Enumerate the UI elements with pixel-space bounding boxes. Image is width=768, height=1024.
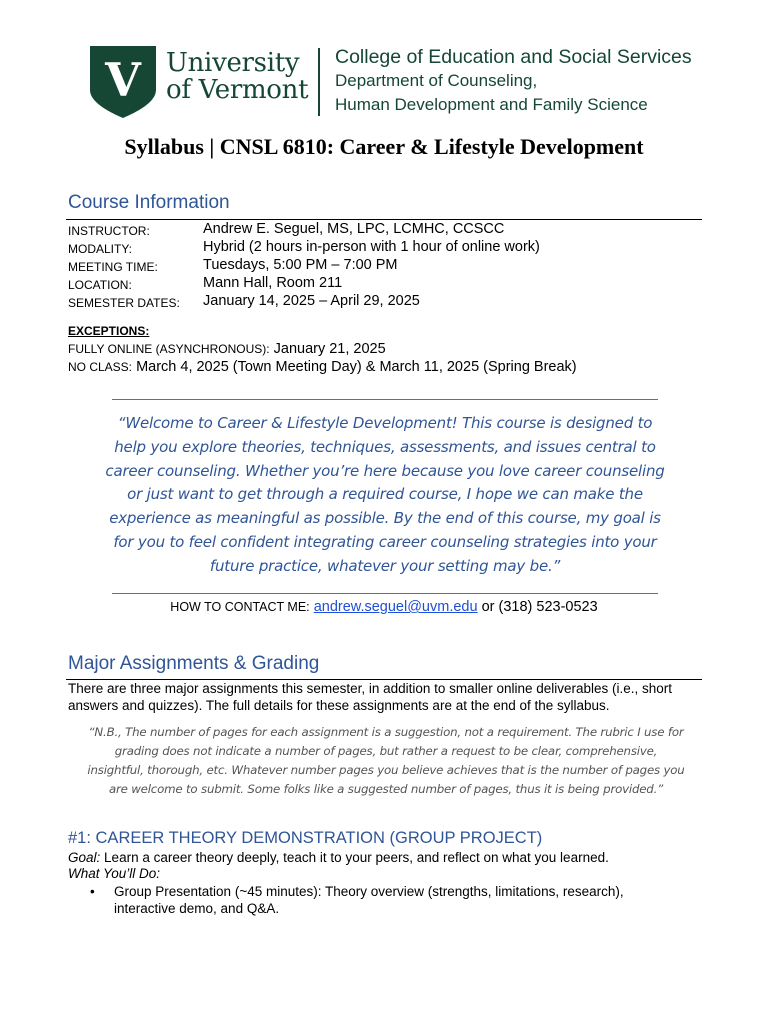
college-name: College of Education and Social Services <box>335 46 692 68</box>
goal-label: Goal: <box>68 850 101 865</box>
exception-fully-online <box>68 341 386 357</box>
page-count-note: “N.B., The number of pages for each assignment is a suggestion, not a requirement. The rubric I use for grading does not indicate a number of pages, but rather a request to be clear, comprehensive, insightful, thorough, etc. Whatever number pages you believe achieves that is the number of pages you are welcome to submit. Some folks like a suggested number of pages, thus it is being provided.” <box>87 725 685 796</box>
email-link[interactable]: andrew.seguel@uvm.edu <box>313 599 478 615</box>
university-name: University of Vermont <box>166 48 309 105</box>
welcome-quote: “Welcome to Career & Lifestyle Development! This course is designed to help you explore theories, techniques, assessments, and issues central to career counseling. Whether you’re here because you love career counseling or just want to get through a required course, I hope we can make the experience as meaningful as possible. By the end of this course, my goal is for you to feel confident integrating career counseling strategies into your future practice, whatever your setting may be.” <box>105 414 665 575</box>
exception-label: FULLY ONLINE (ASYNCHRONOUS): <box>68 342 270 356</box>
info-value: Mann Hall, Room 211 <box>203 275 343 291</box>
quote-top-rule <box>112 399 658 400</box>
assignments-intro: There are three major assignments this semester, in addition to smaller online deliverables (i.e., short answers and quizzes). The full details for these assignments are at the end of the syllabus. <box>68 681 673 713</box>
exception-no-class <box>68 359 577 375</box>
info-label: INSTRUCTOR: <box>68 224 150 238</box>
contact-line <box>0 599 768 615</box>
header <box>90 46 690 120</box>
exception-value: January 21, 2025 <box>273 341 386 357</box>
contact-label: HOW TO CONTACT ME: <box>170 600 310 614</box>
college-department <box>335 46 692 117</box>
bullet-text: Group Presentation (~45 minutes): Theory overview (strengths, limitations, research), interactive demo, and Q&A. <box>114 884 624 916</box>
info-label: MODALITY: <box>68 242 133 256</box>
phone-number: (318) 523-0523 <box>498 599 598 615</box>
info-label: MEETING TIME: <box>68 260 158 274</box>
exception-value: March 4, 2025 (Town Meeting Day) & March 11, 2025 (Spring Break) <box>136 359 577 375</box>
info-value: Andrew E. Seguel, MS, LPC, LCMHC, CCSCC <box>203 221 505 237</box>
header-divider <box>318 48 320 116</box>
info-row-modality <box>68 239 708 257</box>
goal-text: Learn a career theory deeply, teach it to your peers, and reflect on what you learned. <box>104 850 609 865</box>
info-row-meeting-time <box>68 257 708 275</box>
section-rule <box>66 679 702 680</box>
info-value: Tuesdays, 5:00 PM – 7:00 PM <box>203 257 398 273</box>
info-row-location <box>68 275 708 293</box>
section-rule <box>66 219 702 220</box>
syllabus-title: Syllabus | CNSL 6810: Career & Lifestyle Development <box>124 134 644 159</box>
assignment-1-goal <box>68 850 609 865</box>
contact-connector: or <box>481 599 495 615</box>
info-label: LOCATION: <box>68 278 132 292</box>
svg-text:V: V <box>105 53 141 107</box>
uvm-shield-logo <box>90 46 156 118</box>
department-line-1: Department of Counseling, <box>335 71 538 90</box>
course-info-heading: Course Information <box>68 192 230 213</box>
quote-bottom-rule <box>112 593 658 594</box>
info-value: Hybrid (2 hours in-person with 1 hour of online work) <box>203 239 540 255</box>
department-line-2: Human Development and Family Science <box>335 95 648 114</box>
what-youll-do-label: What You’ll Do: <box>68 866 161 881</box>
assignment-1-heading: #1: CAREER THEORY DEMONSTRATION (GROUP PROJECT) <box>68 829 543 847</box>
info-value: January 14, 2025 – April 29, 2025 <box>203 293 420 309</box>
exceptions-heading: EXCEPTIONS: <box>68 324 150 338</box>
bullet-icon: • <box>90 884 95 899</box>
assignments-heading: Major Assignments & Grading <box>68 653 320 674</box>
info-label: SEMESTER DATES: <box>68 296 180 310</box>
info-row-instructor <box>68 221 708 239</box>
exception-label: NO CLASS: <box>68 360 133 374</box>
info-row-semester-dates <box>68 293 708 311</box>
